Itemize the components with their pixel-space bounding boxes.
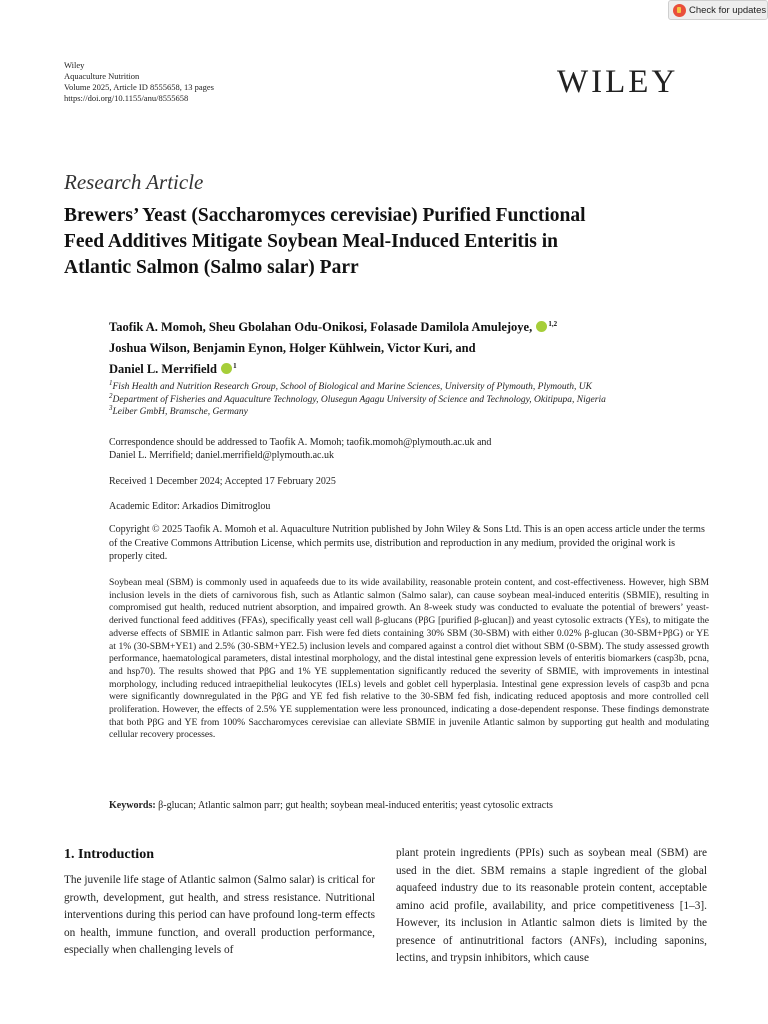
orcid-icon[interactable] [221, 363, 232, 374]
keywords-text: β-glucan; Atlantic salmon parr; gut health; soybean meal-induced enteritis; yeast cytosolic extracts [158, 800, 553, 811]
orcid-icon[interactable] [536, 321, 547, 332]
article-title [64, 203, 704, 281]
title-line: Feed Additives Mitigate Soybean Meal-Induced Enteritis in [64, 231, 558, 252]
authors-text: Taofik A. Momoh, Sheu Gbolahan Odu-Onikosi, Folasade Damilola Amulejoye, [109, 320, 533, 334]
received-dates: Received 1 December 2024; Accepted 17 February 2025 [109, 476, 336, 487]
journal-name: Aquaculture Nutrition [64, 71, 140, 81]
publisher-name: Wiley [64, 60, 85, 70]
intro-column-right: plant protein ingredients (PPIs) such as soybean meal (SBM) are used in the diet. SBM remains a staple ingredient of the global aquafeed industry due to its reasonable protein content, acceptable amino acid profile, availability, and price competitiveness [1–3]. However, its inclusion in Atlantic salmon diets is limited by the presence of antinutritional factors (ANFs), including saponins, lectins, and trypsin inhibitors, which cause [396, 847, 707, 964]
affiliation-item: $^1$Fish Health and Nutrition Research Group, School of Biological and Marine Sciences, University of Plymouth, Plymouth, UK [109, 378, 593, 392]
affiliation-superscript: 1 [233, 361, 237, 370]
affiliation-superscript: 1,2 [548, 319, 558, 328]
affiliation-item: $^2$Department of Fisheries and Aquaculture Technology, Olusegun Agagu University of Science and Technology, Okitipupa, Nigeria [109, 391, 606, 405]
intro-column-left: The juvenile life stage of Atlantic salmon (Salmo salar) is critical for growth, development, gut health, and stress resistance. Nutritional interventions during this period can have profound long-term effects on health, immune function, and overall production performance, especially when challenging levels of [64, 874, 375, 956]
title-line: Brewers’ Yeast (Saccharomyces cerevisiae) Purified Functional [64, 205, 586, 226]
keywords-label: Keywords: [109, 800, 156, 811]
affiliations [109, 378, 719, 419]
section-heading: 1. Introduction [64, 847, 154, 862]
authors-line [109, 338, 719, 359]
abstract: Soybean meal (SBM) is commonly used in aquafeeds due to its wide availability, reasonable protein content, and cost-effectiveness. However, high SBM inclusion levels in the diets of carnivorous fish, such as Atlantic salmon (Salmo salar), can cause soybean meal-induced enteritis (SBMIE), resulting in compromised gut health, reduced nutrient absorption, and impaired growth. An 8-week study was conducted to evaluate the potential of brewers’ yeast-derived functional feed additives (FFAs), specifically yeast cell wall β-glucans (PβG [purified β-glucan]) and yeast cytosolic extracts (YEs), to mitigate the adverse effects of SBMIE in Atlantic salmon parr. Fish were fed diets containing 30% SBM (30-SBM) with either 0.02% β-glucan (30-SBM+PβG) or YE at 1% (30-SBM+YE1) and 2.5% (30-SBM+YE2.5) inclusion levels and compared against a control diet without SBM (0-SBM). The study assessed growth performance, haematological parameters, distal intestinal morphology, and the distal intestinal gene expression levels of enteritis biomarkers (casp3b, pcna, and hsp70). The results showed that PβG and 1% YE supplementation significantly reduced the severity of SBMIE, with improvements in intestinal morphology, including reduced intraepithelial leukocytes (IELs) levels and goblet cell hyperplasia. Intestinal gene expression levels of casp3b and pcna were significantly downregulated in the PβG and YE fed fish relative to the 30-SBM fed fish, indicating reduced apoptosis and more controlled cell proliferation. However, the effects of 2.5% YE supplementation were less pronounced, indicating a dose-dependent response. These findings demonstrate that both PβG and YE from 100% Saccharomyces cerevisiae can alleviate SBMIE in juvenile Atlantic salmon by supporting gut health and modulating cellular recovery processes. [109, 577, 709, 741]
authors-text: Joshua Wilson, Benjamin Eynon, Holger Kühlwein, Victor Kuri, and [109, 341, 476, 355]
article-type: Research Article [64, 170, 204, 194]
check-for-updates-button[interactable] [668, 0, 768, 20]
publisher-logo: WILEY [557, 64, 679, 100]
check-updates-label: Check for updates [689, 4, 767, 16]
journal-meta [64, 60, 214, 104]
volume-info: Volume 2025, Article ID 8555658, 13 pages [64, 82, 214, 92]
title-line: Atlantic Salmon (Salmo salar) Parr [64, 257, 359, 278]
correspondence: Correspondence should be addressed to Taofik A. Momoh; taofik.momoh@plymouth.ac.uk and Daniel L. Merrifield; daniel.merrifield@plymouth.ac.uk [109, 437, 492, 461]
academic-editor: Academic Editor: Arkadios Dimitroglou [109, 501, 271, 512]
authors-text: Daniel L. Merrifield [109, 362, 217, 376]
affiliation-item: $^3$Leiber GmbH, Bramsche, Germany [109, 403, 248, 417]
author-list [109, 317, 719, 380]
doi-link[interactable]: https://doi.org/10.1155/anu/8555658 [64, 93, 189, 103]
authors-line [109, 359, 719, 380]
copyright-notice: Copyright © 2025 Taofik A. Momoh et al. Aquaculture Nutrition published by John Wiley & Sons Ltd. This is an open access article under the terms of the Creative Commons Attribution License, which permits use, distribution and reproduction in any medium, provided the original work is properly cited. [109, 524, 705, 562]
authors-line [109, 317, 719, 338]
check-updates-icon [673, 4, 686, 17]
keywords [109, 800, 709, 811]
